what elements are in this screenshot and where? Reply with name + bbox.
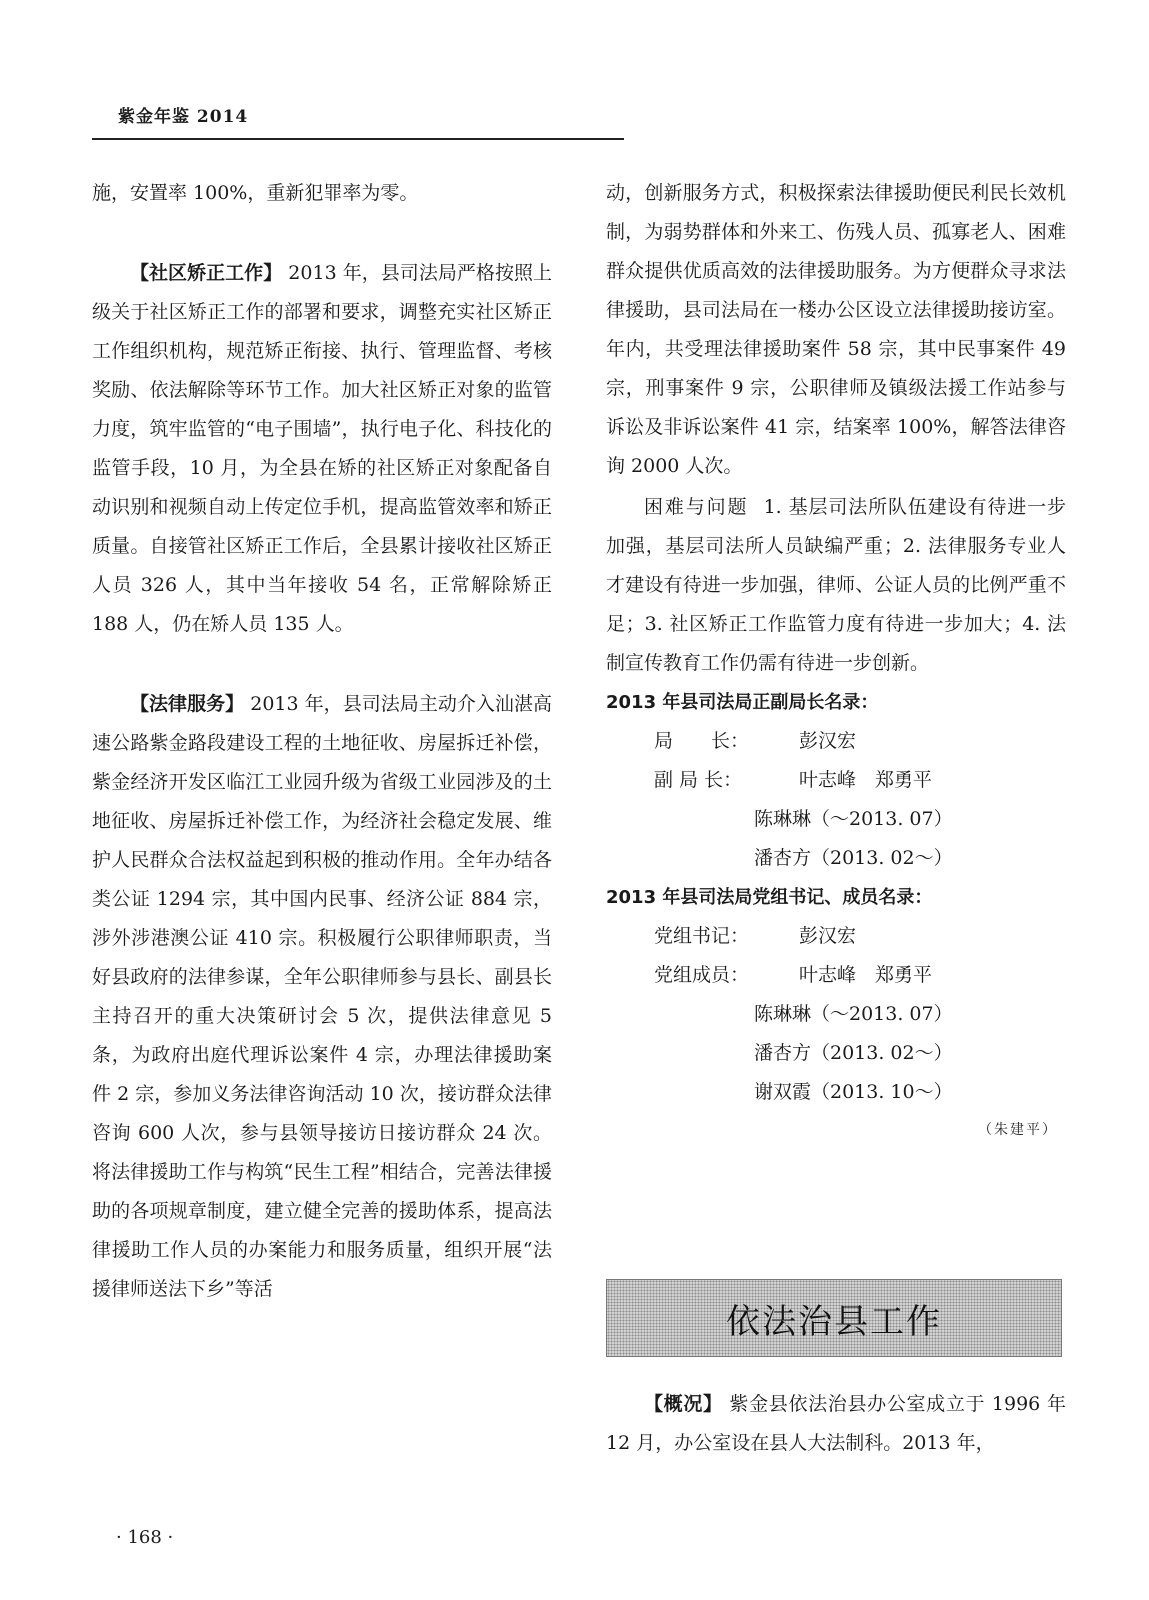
section-community-correction [92, 254, 552, 644]
problems-text: 1. 基层司法所队伍建设有待进一步加强，基层司法所人员缺编严重；2. 法律服务专业人才建设有待进一步加强，律师、公证人员的比例严重不足；3. 社区矫正工作监管力度有待进一步加大；4. 法制宣传教育工作仍需有待进一步创新。 [606, 496, 1066, 674]
section-title: 【概况】 [644, 1393, 723, 1415]
member-name: 谢双霞（2013. 10～） [754, 1081, 953, 1103]
section-overview [606, 1385, 1066, 1463]
paragraph-continued: 施，安置率 100%，重新犯罪率为零。 [92, 182, 419, 204]
member-names: 叶志峰 郑勇平 [799, 964, 933, 986]
section-text: 2013 年，县司法局严格按照上级关于社区矫正工作的部署和要求，调整充实社区矫正工作组织机构，规范矫正衔接、执行、管理监督、考核奖励、依法解除等环节工作。加大社区矫正对象的监管力度，筑牢监管的“电子围墙”，执行电子化、科技化的监管手段，10 月，为全县在矫的社区矫正对象配备自动识别和视频自动上传定位手机，提高监管效率和矫正质量。自接管社区矫正工作后，全县累计接收社区矫正人员 326 人，其中当年接收 54 名，正常解除矫正 188 人，仍在矫人员 135 人。 [92, 262, 552, 635]
section-title: 【社区矫正工作】 [130, 262, 283, 284]
deputy-row [606, 761, 1066, 800]
party-heading: 2013 年县司法局党组书记、成员名录： [606, 887, 933, 908]
header-rule [92, 138, 624, 140]
deputy-name: 潘杏方（2013. 02～） [754, 847, 953, 869]
director-name: 彭汉宏 [799, 730, 857, 752]
member-name: 陈琳琳（～2013. 07） [754, 1003, 953, 1025]
members-row [606, 956, 1066, 995]
deputy-label: 副 局 长： [654, 769, 743, 791]
section-text: 2013 年，县司法局主动介入汕湛高速公路紫金路段建设工程的土地征收、房屋拆迁补偿，紫金经济开发区临江工业园升级为省级工业园涉及的土地征收、房屋拆迁补偿工作，为经济社会稳定发展、维护人民群众合法权益起到积极的推动作用。全年办结各类公证 1294 宗，其中国内民事、经济公证 884 宗，涉外涉港澳公证 410 宗。积极履行公职律师职责，当好县政府的法律参谋，全年公职律师参与县长、副县长主持召开的重大决策研讨会 5 次，提供法律意见 5 条，为政府出庭代理诉讼案件 4 宗，办理法律援助案件 2 宗，参加义务法律咨询活动 10 次，接访群众法律咨询 600 人次，参与县领导接访日接访群众 24 次。将法律援助工作与构筑“民生工程”相结合，完善法律援助的各项规章制度，建立健全完善的援助体系，提高法律援助工作人员的办案能力和服务质量，组织开展“法援律师送法下乡”等活 [92, 693, 552, 1300]
page-number: · 168 · [116, 1527, 174, 1548]
director-row [606, 722, 1066, 761]
right-column [606, 174, 1066, 1148]
secretary-row [606, 917, 1066, 956]
deputy-names: 叶志峰 郑勇平 [799, 769, 933, 791]
member-name: 潘杏方（2013. 02～） [754, 1042, 953, 1064]
page-header-title: 紫金年鉴 2014 [118, 107, 249, 127]
left-column [92, 174, 552, 1309]
author-credit: （朱建平） [978, 1122, 1058, 1138]
problems-paragraph [606, 488, 1066, 683]
paragraph-continued: 动，创新服务方式，积极探索法律援助便民利民长效机制，为弱势群体和外来工、伤残人员、孤寡老人、困难群众提供优质高效的法律援助服务。为方便群众寻求法律援助，县司法局在一楼办公区设立法律援助接访室。年内，共受理法律援助案件 58 宗，其中民事案件 49 宗，刑事案件 9 宗，公职律师及镇级法援工作站参与诉讼及非诉讼案件 41 宗，结案率 100%，解答法律咨询 2000 人次。 [606, 182, 1066, 477]
deputy-name: 陈琳琳（～2013. 07） [754, 808, 953, 830]
right-column-bottom [606, 1385, 1066, 1463]
section-banner [606, 1279, 1062, 1357]
section-legal-services [92, 685, 552, 1309]
secretary-label: 党组书记： [654, 925, 750, 947]
leaders-heading: 2013 年县司法局正副局长名录： [606, 692, 879, 713]
secretary-name: 彭汉宏 [799, 925, 857, 947]
members-label: 党组成员： [654, 964, 750, 986]
section-text: 紫金县依法治县办公室成立于 1996 年 12 月，办公室设在县人大法制科。2013 年， [606, 1393, 1066, 1454]
director-label: 局 长： [654, 730, 750, 752]
problems-subhead: 困难与问题 [644, 496, 749, 518]
banner-title: 依法治县工作 [726, 1301, 942, 1342]
section-title: 【法律服务】 [130, 693, 245, 715]
